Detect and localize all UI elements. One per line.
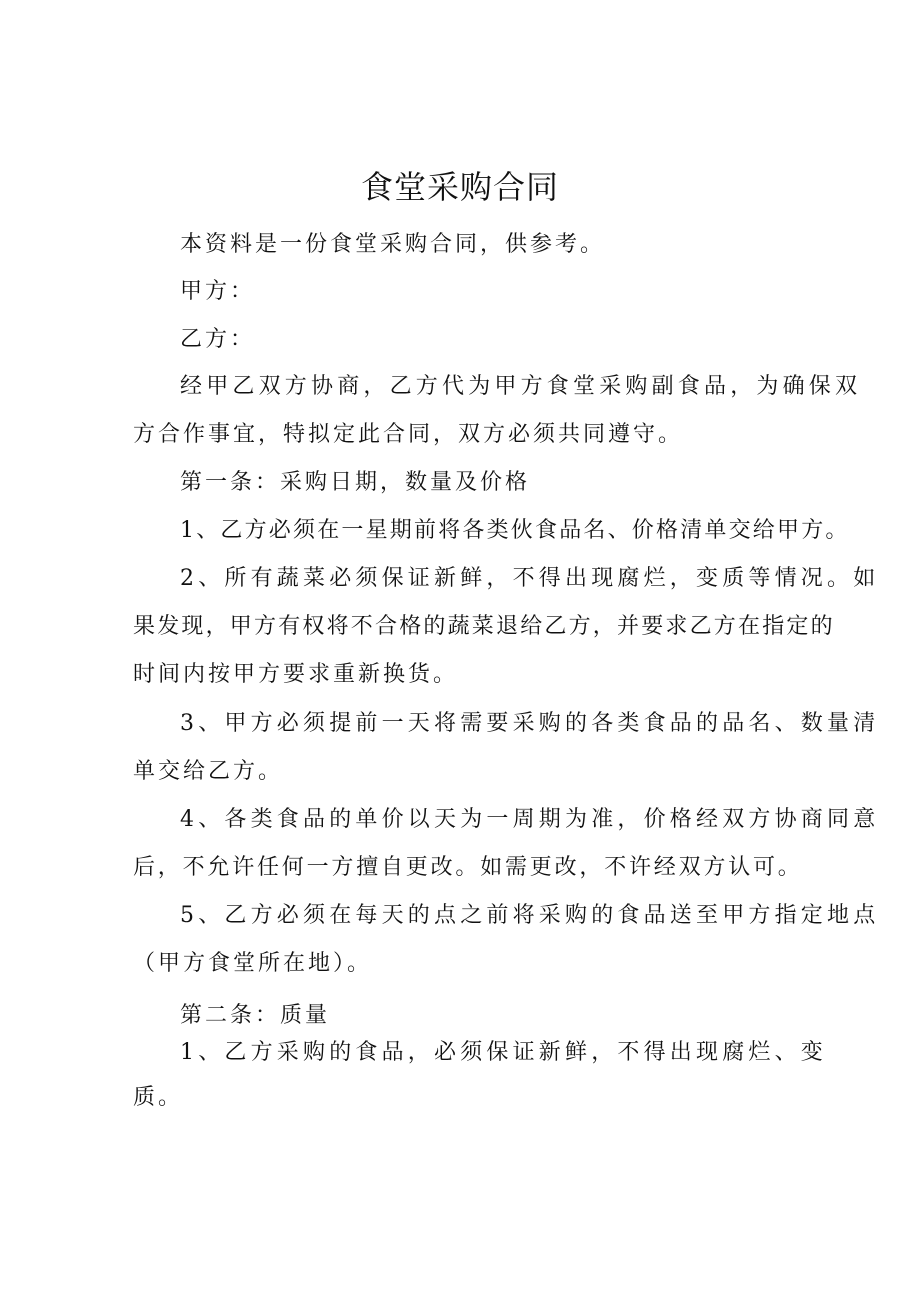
- clause-1-4-line-2: 后，不允许任何一方擅自更改。如需更改，不许经双方认可。: [133, 855, 803, 880]
- clause-1-4-line-1: 4、各类食品的单价以天为一周期为准，价格经双方协商同意: [180, 807, 880, 832]
- clause-2-1-line-2: 质。: [133, 1085, 184, 1110]
- document-title: 食堂采购合同: [360, 168, 559, 206]
- party-b-label: 乙方：: [180, 327, 256, 352]
- clause-1-2-line-2: 果发现，甲方有权将不合格的蔬菜退给乙方，并要求乙方在指定的: [133, 614, 835, 639]
- clause-1-1: 1、乙方必须在一星期前将各类伙食品名、价格清单交给甲方。: [180, 518, 850, 543]
- intro-note: 本资料是一份食堂采购合同，供参考。: [180, 232, 606, 257]
- clause-1-3-line-2: 单交给乙方。: [133, 759, 284, 784]
- party-a-label: 甲方：: [180, 279, 256, 304]
- clause-2-1-line-1: 1、乙方采购的食品，必须保证新鲜，不得出现腐烂、变: [180, 1040, 827, 1065]
- preamble-line-2: 方合作事宜，特拟定此合同，双方必须共同遵守。: [133, 422, 684, 447]
- preamble-line-1: 经甲乙双方协商，乙方代为甲方食堂采购副食品，为确保双: [180, 374, 862, 399]
- clause-1-5-line-1: 5、乙方必须在每天的点之前将采购的食品送至甲方指定地点: [180, 903, 880, 928]
- clause-1-2-line-1: 2、所有蔬菜必须保证新鲜，不得出现腐烂，变质等情况。如: [180, 566, 880, 591]
- clause-1-5-line-2: （甲方食堂所在地）。: [133, 951, 373, 976]
- article-1-heading: 第一条：采购日期，数量及价格: [180, 470, 531, 495]
- clause-1-3-line-1: 3、甲方必须提前一天将需要采购的各类食品的品名、数量清: [180, 711, 880, 736]
- clause-1-2-line-3: 时间内按甲方要求重新换货。: [133, 662, 459, 687]
- article-2-heading: 第二条：质量: [180, 1003, 331, 1028]
